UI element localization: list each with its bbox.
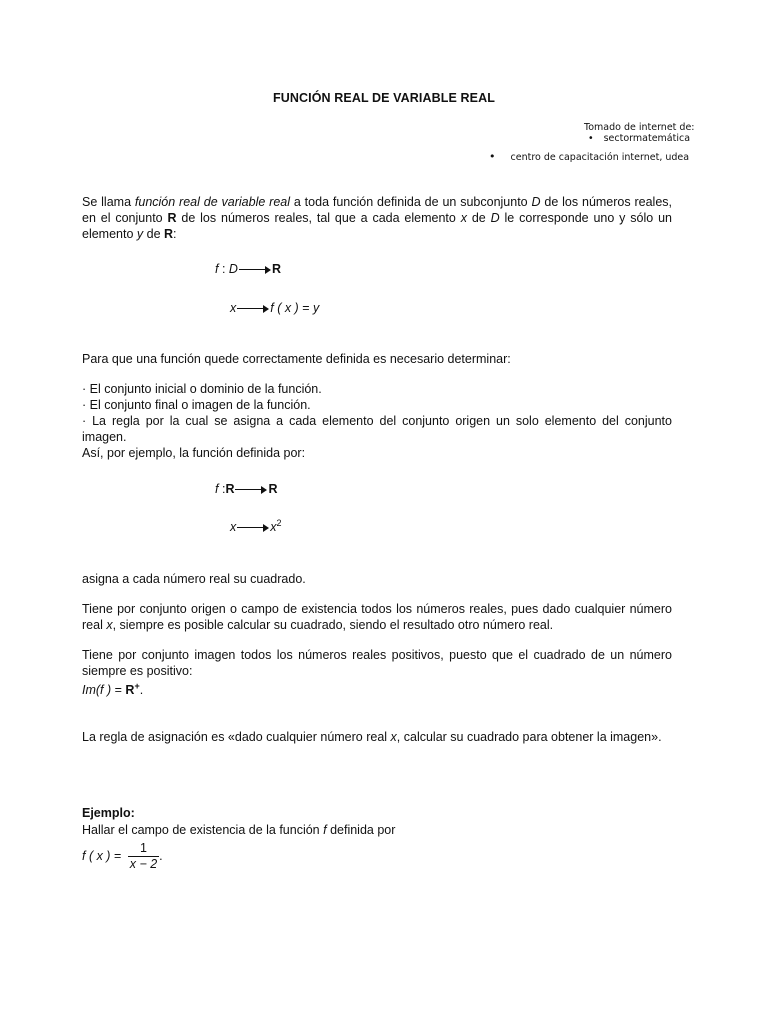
example-heading: Ejemplo: [82,806,135,820]
source-item-label: sectormatemática [603,133,691,144]
fraction-denominator: x − 2 [129,857,158,871]
fraction-numerator: 1 [128,841,159,857]
arrow-icon [239,265,271,275]
source-item [588,133,690,144]
square-paragraph: asigna a cada número real su cuadrado. [82,572,306,586]
arrow-icon [237,304,269,314]
square-formula-domain: f :R R [215,482,278,496]
origin-paragraph: Tiene por conjunto origen o campo de existencia todos los números reales, pues dado cualquier número real x, siempre es posible calcular su cuadrado, siendo el resultado otro número real. [82,602,672,632]
arrow-icon [237,523,269,533]
source-item [489,150,689,163]
definition-paragraph: Se llama función real de variable real a toda función definida de un subconjunto D de los números reales, en el conjunto R de los números reales, tal que a cada elemento x de D le corresponde uno y sólo un elemento y de R: [82,195,673,241]
requirement-item: · El conjunto final o imagen de la función. [82,398,311,412]
arrow-icon [235,485,267,495]
image-formula: Im(f ) = R+. [82,681,144,697]
rule-paragraph: La regla de asignación es «dado cualquier número real x, calcular su cuadrado para obtener la imagen». [82,730,662,744]
requirement-item: · El conjunto inicial o dominio de la función. [82,382,322,396]
source-heading: Tomado de internet de: [584,122,695,133]
document-title: FUNCIÓN REAL DE VARIABLE REAL [273,91,495,105]
mapping-formula-domain: f : D R [215,262,281,276]
square-formula-element: x $x^2$ [230,518,282,534]
requirements-intro: Para que una función quede correctamente definida es necesario determinar: [82,352,511,366]
image-paragraph: Tiene por conjunto imagen todos los números reales positivos, puesto que el cuadrado de un número siempre es positivo: [82,648,672,678]
bullet-icon: • [588,133,594,144]
bullet-icon: • [489,150,496,163]
fraction [128,841,159,872]
requirement-item: · La regla por la cual se asigna a cada elemento del conjunto origen un solo elemento del conjunto imagen. [82,414,672,444]
mapping-formula-element: x f ( x ) = y [230,301,320,315]
source-item-label: centro de capacitación internet, udea [510,152,690,163]
example-formula: f ( x ) = $\frac{1}{x - 2}$ . [82,841,163,871]
example-intro: Así, por ejemplo, la función definida por: [82,446,306,460]
example-text: Hallar el campo de existencia de la función f definida por [82,823,396,837]
